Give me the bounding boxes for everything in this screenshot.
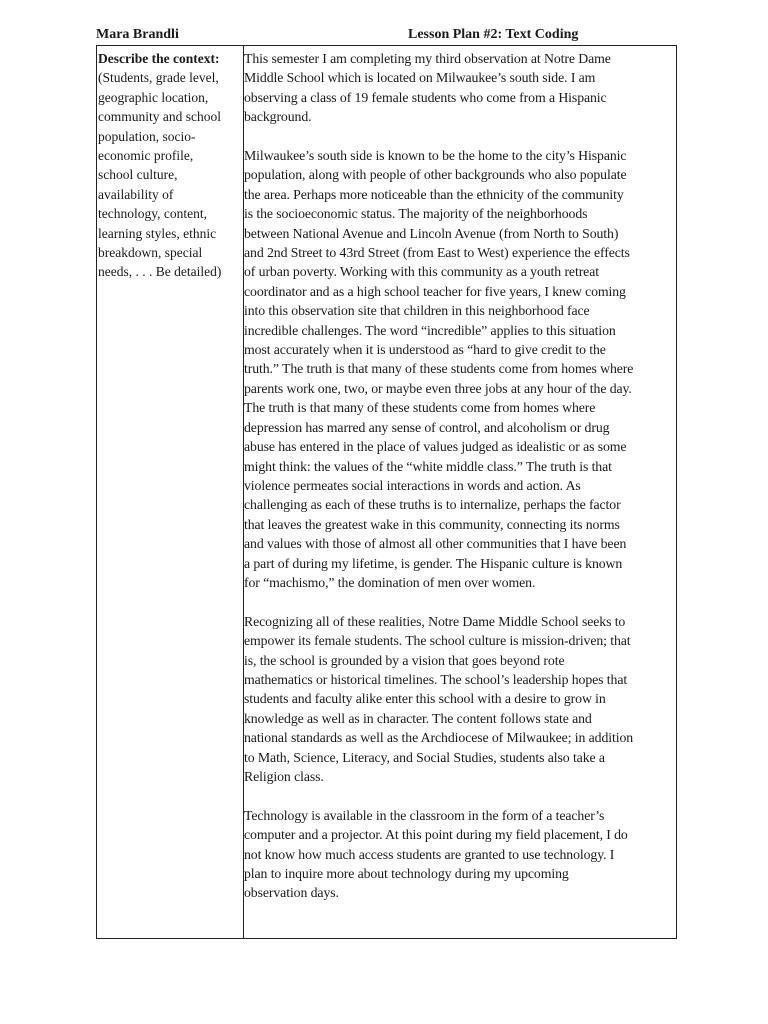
description-line: violence permeates social interactions in words and action. As (244, 477, 581, 493)
description-line: empower its female students. The school culture is mission-driven; that (244, 633, 631, 649)
description-line: coordinator and as a high school teacher for five years, I knew coming (244, 283, 626, 299)
description-line: national standards as well as the Archdiocese of Milwaukee; in addition (244, 730, 634, 746)
description-line: between National Avenue and Lincoln Avenue (from North to South) (244, 225, 619, 241)
prompt-line: availability of (98, 186, 174, 202)
description-line: depression has marred any sense of control, and alcoholism or drug (244, 419, 610, 435)
description-line: This semester I am completing my third observation at Notre Dame (244, 51, 611, 66)
document-title: Lesson Plan #2: Text Coding (408, 27, 579, 42)
description-line: the area. Perhaps more noticeable than the ethnicity of the community (244, 186, 624, 202)
description-line: Recognizing all of these realities, Notre Dame Middle School seeks to (244, 613, 626, 629)
prompt-line: learning styles, ethnic (98, 225, 217, 241)
description-line: challenging as each of these truths is to internalize, perhaps the factor (244, 497, 621, 513)
description-line: mathematics or historical timelines. The school’s leadership hopes that (244, 671, 628, 687)
description-line: Religion class. (244, 769, 324, 784)
description-line: into this observation site that children in this neighborhood face (244, 303, 590, 319)
prompt-line: (Students, grade level, (98, 70, 219, 86)
context-heading: Describe the context: (98, 51, 220, 66)
prompt-line: population, socio- (98, 128, 196, 144)
description-line: and values with those of almost all other communities that I have been (244, 536, 627, 552)
description-line: that leaves the greatest wake in this community, connecting its norms (244, 516, 620, 532)
description-line: Milwaukee’s south side is known to be the home to the city’s Hispanic (244, 148, 627, 164)
description-line: plan to inquire more about technology during my upcoming (244, 866, 569, 882)
description-line: not know how much access students are granted to use technology. I (244, 846, 615, 862)
page-header (96, 27, 678, 47)
description-line: background. (244, 109, 312, 125)
description-line: The truth is that many of these students come from homes where (244, 400, 596, 416)
prompt-line: breakdown, special (98, 245, 203, 261)
description-line: is, the school is grounded by a vision that goes beyond rote (244, 652, 565, 668)
description-line: Technology is available in the classroom in the form of a teacher’s (244, 807, 605, 823)
description-line: truth.” The truth is that many of these students come from homes where (244, 361, 634, 377)
context-table (96, 45, 677, 939)
description-line: a part of during my lifetime, is gender. The Hispanic culture is known (244, 555, 623, 571)
prompt-line: technology, content, (98, 206, 207, 222)
description-line: most accurately when it is understood as “hard to give credit to the (244, 342, 606, 358)
description-line: students and faculty alike enter this school with a desire to grow in (244, 691, 606, 707)
description-line: computer and a projector. At this point during my field placement, I do (244, 827, 628, 843)
description-line: observation days. (244, 885, 339, 901)
description-line: observing a class of 19 female students who come from a Hispanic (244, 89, 607, 105)
prompt-line: geographic location, (98, 89, 209, 105)
description-line: for “machismo,” the domination of men over women. (244, 574, 536, 590)
description-line: might think: the values of the “white middle class.” The truth is that (244, 458, 612, 474)
description-line: is the socioeconomic status. The majority of the neighborhoods (244, 206, 588, 222)
author-name: Mara Brandli (96, 27, 179, 42)
description-paragraph (244, 146, 678, 592)
description-line: parents work one, two, or maybe even three jobs at any hour of the day. (244, 380, 632, 396)
prompt-line: needs, . . . Be detailed) (98, 264, 222, 280)
description-line: abuse has entered in the place of values judged as idealistic or as some (244, 439, 627, 455)
description-paragraph (244, 612, 678, 787)
description-paragraph (244, 49, 678, 127)
description-line: incredible challenges. The word “incredible” applies to this situation (244, 322, 616, 338)
description-line: of urban poverty. Working with this community as a youth retreat (244, 264, 599, 280)
description-line: and 2nd Street to 43rd Street (from East to West) experience the effects (244, 245, 630, 261)
description-line: Middle School which is located on Milwaukee’s south side. I am (244, 70, 596, 86)
prompt-line: economic profile, (98, 148, 194, 164)
context-prompt-cell (98, 49, 241, 282)
description-line: to Math, Science, Literacy, and Social Studies, students also take a (244, 749, 605, 765)
prompt-line: community and school (98, 109, 221, 125)
description-line: population, along with people of other backgrounds who also populate (244, 167, 627, 183)
prompt-line: school culture, (98, 167, 178, 183)
description-paragraph (244, 806, 678, 903)
description-line: knowledge as well as in character. The content follows state and (244, 710, 592, 726)
context-description-cell (244, 49, 678, 922)
